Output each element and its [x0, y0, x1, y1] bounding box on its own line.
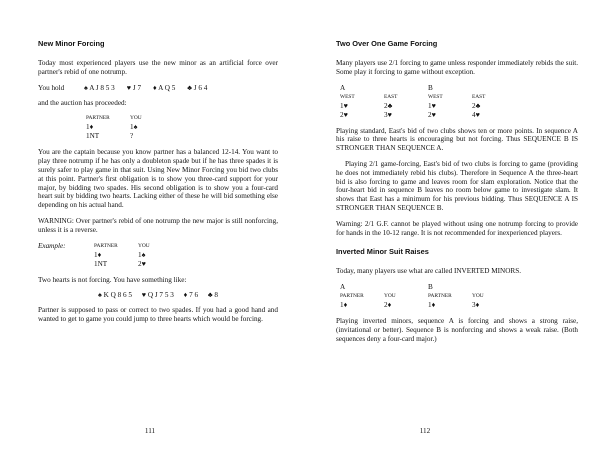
hand-clubs: ♣ 8 [207, 291, 218, 300]
page-number: 111 [144, 427, 156, 435]
auction-bid: 1NT [86, 132, 100, 141]
hand-display [38, 84, 278, 92]
paragraph: Playing 2/1 game-forcing, East's bid of two clubs is forcing to game (providing he does not immediately rebid his clubs). Therefore in Sequence A the three-heart bid is also forcing to game and leaves room for slam exploration. Notice that the four-heart bid in sequence B leaves no room below game to investigate slam. It shows that East has a minimum for his previous bidding. Thus SEQUENCE A IS STRONGER THAN SEQUENCE B. [336, 159, 578, 212]
sequence-b-label: B [428, 83, 433, 92]
hand-label: You hold [38, 83, 65, 92]
seq-header: YOU [384, 293, 396, 300]
auction-header-partner: PARTNER [86, 115, 110, 122]
seq-header: EAST [472, 93, 486, 100]
hand-diamonds: ♦ 7 6 [183, 291, 199, 300]
sequence-table [336, 84, 578, 120]
hand-hearts: ♥ Q J 7 5 3 [141, 291, 174, 300]
auction-header-partner: PARTNER [94, 242, 118, 249]
seq-bid: 1♥ [428, 101, 436, 110]
seq-bid: 2♥ [428, 110, 436, 119]
seq-bid: 1♥ [340, 101, 348, 110]
auction-bid: 1♦ [86, 123, 94, 132]
seq-bid: 4♥ [472, 110, 480, 119]
auction-bid: 1♠ [138, 250, 146, 259]
seq-bid: 2♣ [384, 101, 393, 110]
auction-bid: 1NT [94, 259, 108, 268]
auction-bid: 2♥ [138, 259, 146, 268]
seq-header: YOU [472, 293, 484, 300]
paragraph: Playing inverted minors, sequence A is forcing and shows a strong raise, (invitational or better). Sequence B is nonforcing and shows a weak raise. (Both sequences deny a four-card major.) [336, 317, 578, 343]
seq-header: WEST [340, 93, 355, 100]
sequence-a-label: A [340, 83, 346, 92]
sequence-b-label: B [428, 283, 433, 292]
seq-bid: 2♣ [472, 101, 481, 110]
paragraph: Many players use 2/1 forcing to game unless responder immediately rebids the suit. Some play it forcing to game without exception. [336, 59, 578, 76]
auction-bid: ? [130, 132, 134, 141]
paragraph: Today most experienced players use the new minor as an artificial force over partner's rebid of one notrump. [38, 59, 278, 76]
right-page [300, 0, 600, 463]
hand-spades: ♠ K Q 8 6 5 [98, 291, 132, 300]
sequence-a-label: A [340, 283, 346, 292]
hand-display-2 [38, 291, 278, 299]
seq-header: EAST [384, 93, 398, 100]
seq-bid: 1♦ [428, 301, 436, 310]
section-heading-two-over-one: Two Over One Game Forcing [336, 39, 438, 48]
auction-header-you: YOU [130, 115, 142, 122]
seq-bid: 3♥ [384, 110, 392, 119]
seq-bid: 2♦ [384, 301, 392, 310]
example-auction [38, 242, 278, 269]
paragraph: and the auction has proceeded: [38, 98, 127, 107]
paragraph: You are the captain because you know partner has a balanced 12-14. You want to play three notrump if he has only a doubleton spade but if he has three spades it is surely safer to play game in that suit. Using New Minor Forcing you bid two clubs at this point. Partner's first obligation is to show you three-card support for your major, by bidding two spades. His second obligation is to show you a four-card heart suit by bidding two hearts. Lacking either of these he will bid something else depending on his actual hand. [38, 148, 278, 210]
auction-bid: 1♠ [130, 123, 138, 132]
page-number: 112 [419, 427, 431, 435]
hand-spades: ♠ A J 8 5 3 [84, 83, 115, 92]
example-label: Example: [38, 241, 66, 250]
seq-bid: 3♦ [472, 301, 480, 310]
auction-table [38, 114, 278, 141]
section-heading-inverted-minor: Inverted Minor Suit Raises [336, 247, 429, 257]
paragraph: Playing standard, East's bid of two clubs shows ten or more points. In sequence A his raise to three hearts is encouraging but not forcing. Thus SEQUENCE B IS STRONGER THAN SEQUENCE A. [336, 126, 578, 153]
seq-header: PARTNER [428, 293, 452, 300]
paragraph-warning: Warning: 2/1 G.F. cannot be played without using one notrump forcing to provide for hands in the 10-12 range. It is not recommended for inexperienced players. [336, 219, 578, 237]
auction-header-you: YOU [138, 242, 150, 249]
paragraph: Today, many players use what are called INVERTED MINORS. [336, 267, 522, 276]
hand-hearts: ♥ J 7 [126, 83, 142, 92]
seq-bid: 1♦ [340, 301, 348, 310]
section-heading-new-minor-forcing: New Minor Forcing [38, 39, 105, 48]
sequence-table-2 [336, 283, 578, 310]
paragraph: Partner is supposed to pass or correct to two spades. If you had a good hand and wanted to get to game you could jump to three hearts which would be forcing. [38, 306, 278, 324]
hand-diamonds: ♦ A Q 5 [153, 83, 176, 92]
seq-header: WEST [428, 93, 443, 100]
paragraph-warning: WARNING: Over partner's rebid of one notrump the new major is still nonforcing, unless it is a reverse. [38, 216, 278, 234]
seq-bid: 2♥ [340, 110, 348, 119]
hand-clubs: ♣ J 6 4 [187, 83, 208, 92]
auction-bid: 1♦ [94, 250, 102, 259]
paragraph: Two hearts is not forcing. You have something like: [38, 275, 187, 284]
seq-header: PARTNER [340, 293, 364, 300]
